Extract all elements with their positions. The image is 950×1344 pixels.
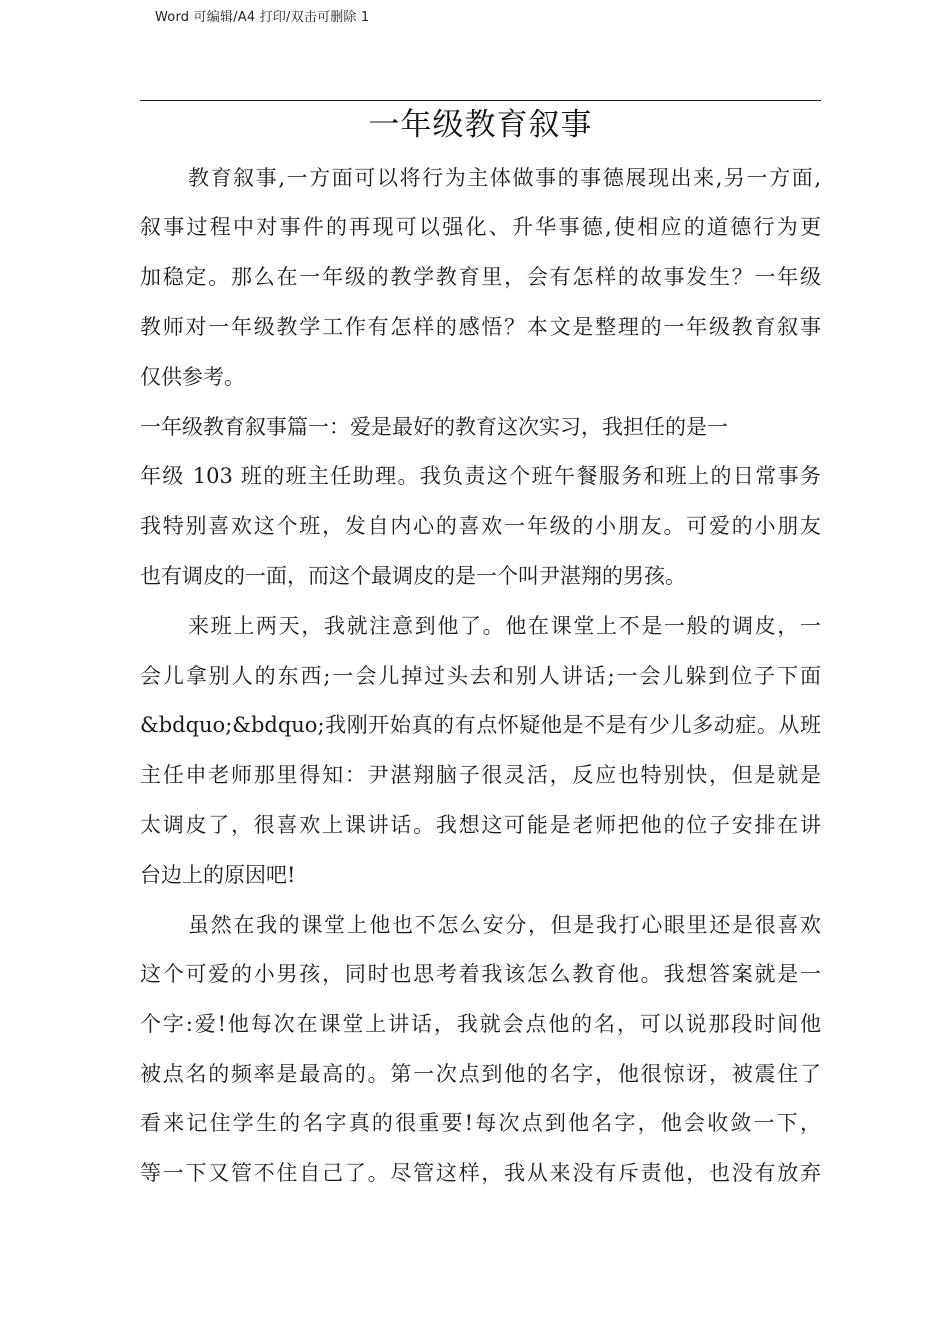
- body-line: 被点名的频率是最高的。第一次点到他的名字，他很惊讶，被震住了: [140, 1062, 821, 1086]
- body-line: 年级 103 班的班主任助理。我负责这个班午餐服务和班上的日常事务: [140, 464, 821, 488]
- body-line: 个字:爱!他每次在课堂上讲话，我就会点他的名，可以说那段时间他: [140, 1012, 821, 1036]
- document-title: 一年级教育叙事: [368, 107, 593, 143]
- body-line: 我特别喜欢这个班，发自内心的喜欢一年级的小朋友。可爱的小朋友: [140, 514, 821, 538]
- body-line: 仅供参考。: [140, 365, 245, 389]
- body-line: 等一下又管不住自己了。尽管这样，我从来没有斥责他，也没有放弃: [140, 1161, 821, 1185]
- page-header-note: Word 可编辑/A4 打印/双击可删除 1: [155, 10, 370, 25]
- body-line: 太调皮了，很喜欢上课讲话。我想这可能是老师把他的位子安排在讲: [140, 813, 821, 837]
- body-line: 这个可爱的小男孩，同时也思考着我该怎么教育他。我想答案就是一: [140, 962, 821, 986]
- body-line: 叙事过程中对事件的再现可以强化、升华事德,使相应的道德行为更: [140, 215, 821, 239]
- body-line: 台边上的原因吧!: [140, 863, 296, 887]
- body-line: 加稳定。那么在一年级的教学教育里，会有怎样的故事发生？一年级: [140, 265, 821, 289]
- body-line: 教师对一年级教学工作有怎样的感悟？本文是整理的一年级教育叙事: [140, 315, 821, 339]
- header-rule: [140, 100, 821, 101]
- body-line: 来班上两天，我就注意到他了。他在课堂上不是一般的调皮，一: [188, 614, 821, 638]
- body-line: 看来记住学生的名字真的很重要!每次点到他名字，他会收敛一下，: [140, 1111, 821, 1135]
- body-line: 教育叙事,一方面可以将行为主体做事的事德展现出来,另一方面,: [188, 166, 821, 190]
- body-line: 主任申老师那里得知：尹湛翔脑子很灵活，反应也特别快，但是就是: [140, 763, 821, 787]
- body-line: 会儿拿别人的东西;一会儿掉过头去和别人讲话;一会儿躲到位子下面: [140, 664, 821, 688]
- body-line: 一年级教育叙事篇一：爱是最好的教育这次实习，我担任的是一: [140, 415, 728, 439]
- body-line: 虽然在我的课堂上他也不怎么安分，但是我打心眼里还是很喜欢: [188, 913, 821, 937]
- body-line: &bdquo;&bdquo;我刚开始真的有点怀疑他是不是有少儿多动症。从班: [140, 713, 821, 737]
- body-line: 也有调皮的一面，而这个最调皮的是一个叫尹湛翔的男孩。: [140, 564, 686, 588]
